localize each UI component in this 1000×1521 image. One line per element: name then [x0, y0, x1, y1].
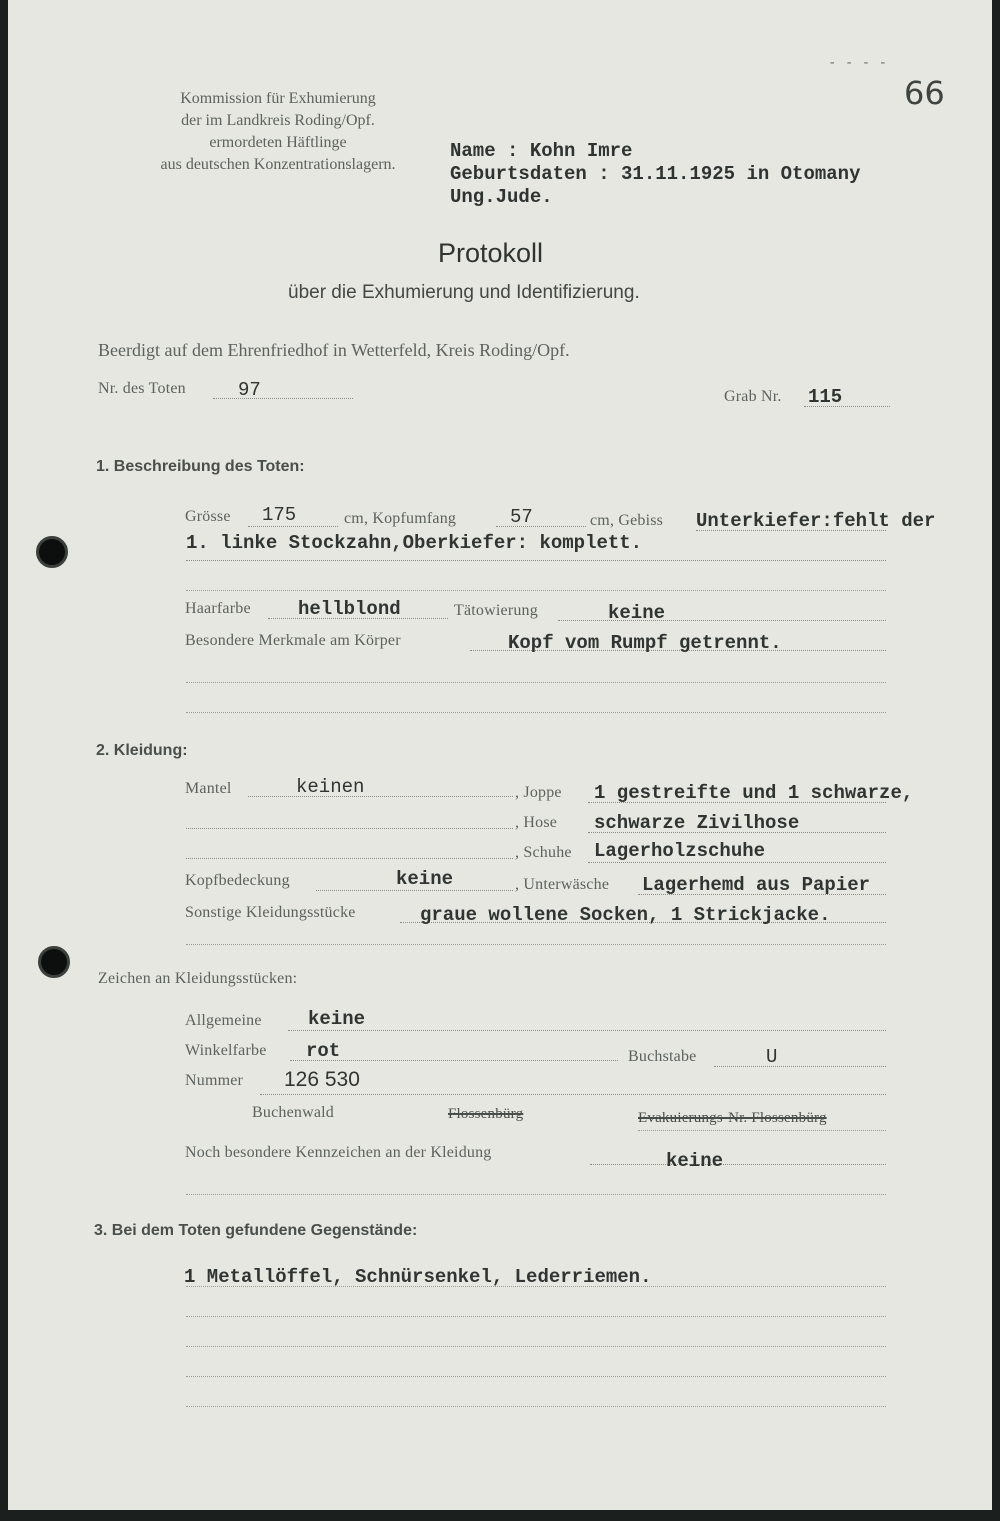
groesse-label: Grösse [185, 508, 231, 525]
haarfarbe-label: Haarfarbe [185, 600, 251, 617]
evakuierung-line [638, 1130, 886, 1131]
noch-line [590, 1164, 886, 1165]
gebiss-value-2: 1. linke Stockzahn,Oberkiefer: komplett. [186, 532, 643, 554]
blank-line-5 [186, 1194, 886, 1195]
items-line-5 [186, 1406, 886, 1407]
buchstabe-label: Buchstabe [628, 1048, 697, 1065]
allgemeine-value: keine [308, 1008, 366, 1030]
person-name: Name : Kohn Imre [450, 140, 633, 162]
person-birth: Geburtsdaten : 31.11.1925 in Otomany [450, 163, 861, 185]
schuhe-blank-line [186, 858, 513, 859]
grave-value: 115 [808, 386, 843, 408]
noch-value: keine [666, 1150, 724, 1172]
page-title: Protokoll [438, 238, 544, 268]
nummer-value: 126 530 [284, 1068, 360, 1091]
evakuierung-label: Evakuierungs-Nr. Flossenbürg [638, 1110, 827, 1126]
kopfumfang-label: cm, Kopfumfang [344, 510, 457, 527]
burial-line: Beerdigt auf dem Ehrenfriedhof in Wetterfeld, Kreis Roding/Opf. [98, 340, 570, 360]
corner-marks: - - - - [828, 55, 888, 71]
kopfbedeckung-value: keine [396, 868, 454, 890]
page-number: 66 [904, 74, 945, 112]
merkmale-value: Kopf vom Rumpf getrennt. [508, 632, 782, 654]
hose-value: schwarze Zivilhose [594, 812, 800, 834]
blank-line-4 [186, 944, 886, 945]
dead-number-value: 97 [238, 379, 261, 401]
commission-line-4: aus deutschen Konzentrationslagern. [160, 156, 396, 173]
schuhe-label: , Schuhe [515, 844, 572, 861]
flossenbuerg-label: Flossenbürg [448, 1106, 524, 1122]
gebiss-value-1: Unterkiefer:fehlt der [696, 510, 936, 532]
kopfbedeckung-label: Kopfbedeckung [185, 872, 290, 889]
winkelfarbe-label: Winkelfarbe [185, 1042, 267, 1059]
commission-line-1: Kommission für Exhumierung [180, 90, 376, 107]
items-line-1 [186, 1286, 886, 1287]
items-line-4 [186, 1376, 886, 1377]
joppe-label: , Joppe [515, 784, 562, 801]
merkmale-label: Besondere Merkmale am Körper [185, 632, 401, 649]
groesse-value: 175 [262, 504, 297, 526]
blank-line-3 [186, 712, 886, 713]
blank-line-1 [186, 590, 886, 591]
grave-label: Grab Nr. [724, 388, 782, 405]
haarfarbe-value: hellblond [298, 598, 401, 620]
joppe-value: 1 gestreifte und 1 schwarze, [594, 782, 914, 804]
commission-line-2: der im Landkreis Roding/Opf. [181, 112, 375, 129]
document-page [8, 0, 992, 1510]
gebiss-label: cm, Gebiss [590, 512, 664, 529]
mantel-label: Mantel [185, 780, 232, 797]
commission-line-3: ermordeten Häftlinge [209, 134, 347, 151]
hose-blank-line [186, 828, 513, 829]
schuhe-line [588, 862, 886, 863]
section-1-heading: 1. Beschreibung des Toten: [96, 458, 305, 475]
gebiss-line-2 [186, 560, 886, 561]
nummer-line [260, 1094, 886, 1095]
blank-line-2 [186, 682, 886, 683]
page-subtitle: über die Exhumierung und Identifizierung. [288, 282, 640, 303]
section-2-heading: 2. Kleidung: [96, 742, 188, 759]
kopfumfang-value: 57 [510, 506, 533, 528]
sonstige-value: graue wollene Socken, 1 Strickjacke. [420, 904, 831, 926]
taetowierung-value: keine [608, 602, 666, 624]
gebiss-line-1 [696, 530, 886, 531]
items-line-3 [186, 1346, 886, 1347]
person-block [450, 140, 860, 209]
kopfbedeckung-line [316, 890, 513, 891]
unterwaesche-label: , Unterwäsche [515, 876, 610, 893]
commission-header [108, 88, 448, 176]
found-items: 1 Metallöffel, Schnürsenkel, Lederriemen. [184, 1266, 652, 1288]
nummer-label: Nummer [185, 1072, 244, 1089]
buchstabe-value: U [766, 1046, 778, 1068]
section-3-heading: 3. Bei dem Toten gefundene Gegenstände: [94, 1222, 418, 1239]
groesse-line [248, 526, 338, 527]
dead-number-line [213, 398, 353, 399]
unterwaesche-value: Lagerhemd aus Papier [642, 874, 871, 896]
mantel-value: keinen [296, 776, 365, 798]
mantel-line [248, 796, 513, 797]
winkelfarbe-value: rot [306, 1040, 341, 1062]
noch-label: Noch besondere Kennzeichen an der Kleidung [185, 1144, 492, 1161]
person-nationality: Ung.Jude. [450, 186, 553, 208]
zeichen-heading: Zeichen an Kleidungsstücken: [98, 970, 298, 987]
sonstige-label: Sonstige Kleidungsstücke [185, 904, 356, 921]
punch-hole-top [36, 536, 68, 568]
schuhe-value: Lagerholzschuhe [594, 840, 766, 862]
buchstabe-line [714, 1066, 886, 1067]
punch-hole-bottom [38, 946, 70, 978]
allgemeine-line [288, 1030, 886, 1031]
buchenwald-label: Buchenwald [252, 1104, 334, 1121]
items-line-2 [186, 1316, 886, 1317]
hose-label: , Hose [515, 814, 558, 831]
taetowierung-label: Tätowierung [454, 602, 538, 619]
allgemeine-label: Allgemeine [185, 1012, 262, 1029]
dead-number-label: Nr. des Toten [98, 380, 186, 397]
